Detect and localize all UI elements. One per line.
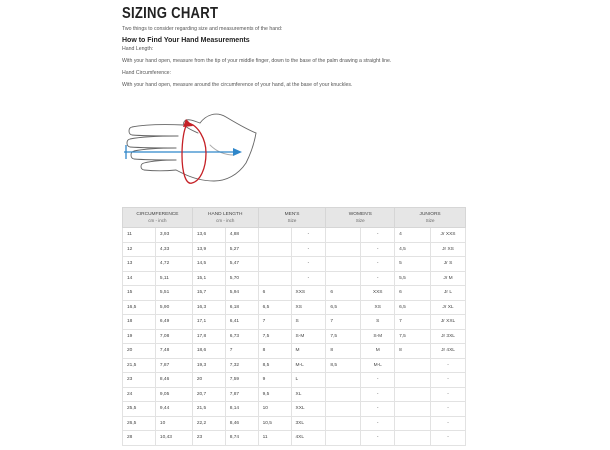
table-cell: 7,5 — [326, 329, 361, 344]
table-cell — [326, 228, 361, 243]
table-cell: 23 — [192, 431, 225, 446]
table-cell: 8 — [395, 344, 431, 359]
table-header-row — [123, 208, 466, 228]
table-cell: 5,51 — [155, 286, 192, 301]
table-cell: 4,33 — [155, 242, 192, 257]
table-cell: 15 — [123, 286, 156, 301]
table-cell: 20 — [192, 373, 225, 388]
table-cell: 15,7 — [192, 286, 225, 301]
table-cell: XXS — [361, 286, 395, 301]
intro-text: Two things to consider regarding size and measurements of the hand: — [122, 26, 283, 32]
table-cell: 8,74 — [225, 431, 258, 446]
table-cell: - — [361, 257, 395, 272]
table-row — [123, 315, 466, 330]
table-cell: 6,5 — [258, 300, 291, 315]
table-cell: 6,18 — [225, 300, 258, 315]
table-cell: S-M — [291, 329, 326, 344]
table-cell — [326, 402, 361, 417]
table-cell — [326, 242, 361, 257]
table-cell: S — [291, 315, 326, 330]
table-cell: - — [431, 387, 466, 402]
table-cell: 15,1 — [192, 271, 225, 286]
table-row — [123, 228, 466, 243]
table-cell: 9 — [258, 373, 291, 388]
table-cell: M — [361, 344, 395, 359]
header-womens: WOMEN'S Size — [326, 208, 395, 228]
table-cell: 6,73 — [225, 329, 258, 344]
table-cell: XL — [291, 387, 326, 402]
table-row — [123, 358, 466, 373]
table-cell: 9,44 — [155, 402, 192, 417]
table-cell: 6 — [258, 286, 291, 301]
table-cell: 7 — [258, 315, 291, 330]
table-row — [123, 329, 466, 344]
table-cell: 5,70 — [225, 271, 258, 286]
table-cell: 6 — [326, 286, 361, 301]
table-cell: XXS — [291, 286, 326, 301]
table-row — [123, 286, 466, 301]
table-cell: - — [361, 387, 395, 402]
table-cell — [326, 257, 361, 272]
table-row — [123, 373, 466, 388]
table-cell: Jr 3XL — [431, 329, 466, 344]
table-cell: 5,90 — [155, 300, 192, 315]
table-cell: 28 — [123, 431, 156, 446]
table-cell: 20,7 — [192, 387, 225, 402]
table-cell: 8 — [258, 344, 291, 359]
table-cell: 5,11 — [155, 271, 192, 286]
table-cell: 7,48 — [155, 344, 192, 359]
table-cell: 23 — [123, 373, 156, 388]
table-cell: M-L — [291, 358, 326, 373]
table-cell: - — [361, 431, 395, 446]
header-mens: MEN'S Size — [258, 208, 326, 228]
table-cell: 10 — [258, 402, 291, 417]
table-cell: - — [361, 271, 395, 286]
table-row — [123, 402, 466, 417]
table-cell: 5,94 — [225, 286, 258, 301]
table-cell — [395, 431, 431, 446]
header-circumference: CIRCUMFERENCE cm - inch — [123, 208, 193, 228]
table-cell: - — [291, 228, 326, 243]
table-cell: - — [291, 257, 326, 272]
table-cell: Jr XXL — [431, 315, 466, 330]
table-cell: M — [291, 344, 326, 359]
table-cell: 4 — [395, 228, 431, 243]
table-cell: - — [431, 402, 466, 417]
table-cell: 5,47 — [225, 257, 258, 272]
table-row — [123, 242, 466, 257]
table-cell: S-M — [361, 329, 395, 344]
table-cell: 7 — [225, 344, 258, 359]
table-row — [123, 257, 466, 272]
page-title: SIZING CHART — [122, 5, 219, 22]
table-cell: - — [431, 358, 466, 373]
table-cell: 7 — [326, 315, 361, 330]
table-cell: 7,59 — [225, 373, 258, 388]
table-cell — [395, 416, 431, 431]
hand-measurement-illustration — [120, 105, 260, 195]
table-cell: 20 — [123, 344, 156, 359]
table-cell: - — [361, 373, 395, 388]
table-cell: M-L — [361, 358, 395, 373]
table-cell: 6,5 — [326, 300, 361, 315]
hand-circumference-text: With your hand open, measure around the circumference of your hand, at the base of your knuckles. — [122, 82, 353, 88]
table-cell: - — [431, 373, 466, 388]
table-cell: - — [431, 431, 466, 446]
table-cell: 13,9 — [192, 242, 225, 257]
table-cell: 5 — [395, 257, 431, 272]
table-cell: - — [361, 242, 395, 257]
table-cell: 21,5 — [192, 402, 225, 417]
table-cell — [326, 431, 361, 446]
table-cell: Jr XL — [431, 300, 466, 315]
table-row — [123, 431, 466, 446]
table-cell: 14 — [123, 271, 156, 286]
table-cell: 22,2 — [192, 416, 225, 431]
table-cell: 9,05 — [155, 387, 192, 402]
table-cell: 5,27 — [225, 242, 258, 257]
table-cell: 7,5 — [395, 329, 431, 344]
table-cell: 6,41 — [225, 315, 258, 330]
table-cell: 26,5 — [123, 416, 156, 431]
table-cell — [395, 402, 431, 417]
table-cell — [258, 228, 291, 243]
table-cell: 6,5 — [395, 300, 431, 315]
table-row — [123, 271, 466, 286]
table-cell: 11 — [123, 228, 156, 243]
table-cell: 7,87 — [225, 387, 258, 402]
table-cell: 4XL — [291, 431, 326, 446]
table-cell: 7,87 — [155, 358, 192, 373]
table-cell: 8 — [326, 344, 361, 359]
table-cell: 8,5 — [258, 358, 291, 373]
table-cell: 7,08 — [155, 329, 192, 344]
header-juniors: JUNIORS Size — [395, 208, 466, 228]
table-cell: 13,6 — [192, 228, 225, 243]
table-cell: 7 — [395, 315, 431, 330]
table-cell: Jr S — [431, 257, 466, 272]
table-cell: - — [431, 416, 466, 431]
table-cell — [395, 358, 431, 373]
howto-heading: How to Find Your Hand Measurements — [122, 37, 250, 44]
table-cell: 7,32 — [225, 358, 258, 373]
hand-circumference-label: Hand Circumference: — [122, 70, 172, 76]
table-cell: 4,72 — [155, 257, 192, 272]
table-row — [123, 300, 466, 315]
table-cell: 17,1 — [192, 315, 225, 330]
table-cell: 8,46 — [225, 416, 258, 431]
table-row — [123, 387, 466, 402]
table-cell: 18 — [123, 315, 156, 330]
table-cell: XS — [361, 300, 395, 315]
header-hand-length: HAND LENGTH cm - inch — [192, 208, 258, 228]
table-row — [123, 416, 466, 431]
table-cell: Jr XXS — [431, 228, 466, 243]
table-cell: 10 — [155, 416, 192, 431]
table-cell: 16,5 — [123, 300, 156, 315]
hand-length-label: Hand Length: — [122, 46, 154, 52]
table-cell: 6 — [395, 286, 431, 301]
table-cell: 8,46 — [155, 373, 192, 388]
table-cell: 11 — [258, 431, 291, 446]
table-cell — [258, 257, 291, 272]
table-cell: Jr M — [431, 271, 466, 286]
table-cell: - — [291, 271, 326, 286]
table-cell: 24 — [123, 387, 156, 402]
table-cell: - — [361, 416, 395, 431]
table-cell: 13 — [123, 257, 156, 272]
table-cell: 19,3 — [192, 358, 225, 373]
hand-length-text: With your hand open, measure from the tip of your middle finger, down to the base of the palm drawing a straight line. — [122, 58, 392, 64]
table-row — [123, 344, 466, 359]
table-cell: 25,5 — [123, 402, 156, 417]
table-cell: 5,5 — [395, 271, 431, 286]
table-cell: Jr 4XL — [431, 344, 466, 359]
table-cell: L — [291, 373, 326, 388]
table-cell: 12 — [123, 242, 156, 257]
table-cell: 18,6 — [192, 344, 225, 359]
table-cell — [326, 387, 361, 402]
table-cell: 21,5 — [123, 358, 156, 373]
table-cell: 10,5 — [258, 416, 291, 431]
table-cell: 7,5 — [258, 329, 291, 344]
table-cell — [326, 271, 361, 286]
table-cell: XXL — [291, 402, 326, 417]
table-cell: 3XL — [291, 416, 326, 431]
table-cell: 10,43 — [155, 431, 192, 446]
table-cell: S — [361, 315, 395, 330]
table-cell — [258, 271, 291, 286]
table-cell: 16,3 — [192, 300, 225, 315]
table-cell: - — [291, 242, 326, 257]
table-cell: Jr L — [431, 286, 466, 301]
table-cell — [326, 416, 361, 431]
table-cell — [395, 373, 431, 388]
table-cell — [326, 373, 361, 388]
table-cell: 6,49 — [155, 315, 192, 330]
table-cell: 4,88 — [225, 228, 258, 243]
table-cell: 8,14 — [225, 402, 258, 417]
table-cell: 3,93 — [155, 228, 192, 243]
table-cell: - — [361, 228, 395, 243]
table-cell — [258, 242, 291, 257]
table-cell: 9,5 — [258, 387, 291, 402]
table-cell: 4,5 — [395, 242, 431, 257]
table-cell: 17,8 — [192, 329, 225, 344]
table-cell: 14,5 — [192, 257, 225, 272]
table-cell: - — [361, 402, 395, 417]
table-cell: XS — [291, 300, 326, 315]
table-cell — [395, 387, 431, 402]
table-cell: Jr XS — [431, 242, 466, 257]
table-cell: 8,5 — [326, 358, 361, 373]
table-cell: 19 — [123, 329, 156, 344]
sizing-table — [122, 207, 466, 446]
